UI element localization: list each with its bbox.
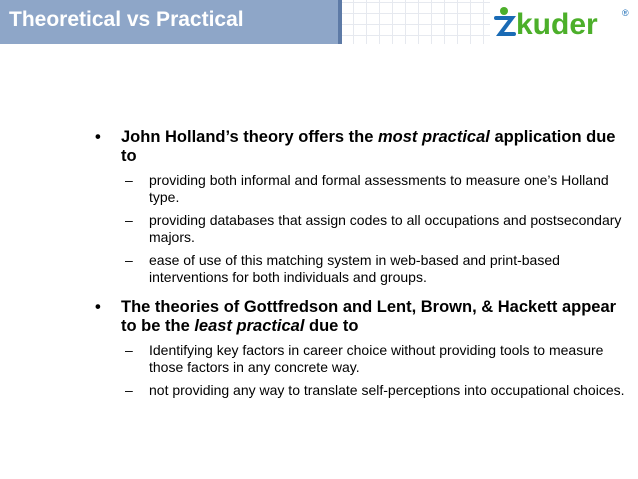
sub-bullet-text: providing databases that assign codes to all occupations and postsecondary majors. xyxy=(149,212,622,245)
header-grid-pattern xyxy=(340,0,490,44)
kuder-logo-text: kuder xyxy=(516,8,598,41)
dash-icon: – xyxy=(125,212,133,228)
bullet-text-emphasis: least practical xyxy=(194,317,305,335)
sub-bullet xyxy=(95,382,625,399)
sub-bullet xyxy=(95,252,625,286)
dash-icon: – xyxy=(125,172,133,188)
dash-icon: – xyxy=(125,342,133,358)
dash-icon: – xyxy=(125,252,133,268)
sub-bullet-text: providing both informal and formal assessments to measure one’s Holland type. xyxy=(149,172,609,205)
kuder-logo xyxy=(490,2,636,46)
bullet-dot-icon: • xyxy=(95,128,101,146)
sub-bullet xyxy=(95,212,625,246)
bullet-gottfredson xyxy=(95,298,625,336)
holland-sub-list xyxy=(95,172,625,286)
sub-bullet-text: not providing any way to translate self-perceptions into occupational choices. xyxy=(149,382,625,398)
kuder-logo-registered: ® xyxy=(622,8,629,18)
bullet-text-pre: The theories of Gottfredson and Lent, Brown, & Hackett appear to be the xyxy=(121,298,617,335)
bullet-text-post: due to xyxy=(304,317,359,335)
slide-title: Theoretical vs Practical xyxy=(9,8,244,31)
bullet-text-post: application due to xyxy=(121,128,616,165)
title-bar xyxy=(0,0,342,44)
sub-bullet xyxy=(95,342,625,376)
kuder-logo-mark-icon xyxy=(496,7,514,34)
sub-bullet xyxy=(95,172,625,206)
bullet-text-pre: John Holland’s theory offers the xyxy=(121,128,378,146)
bullet-text-emphasis: most practical xyxy=(378,128,490,146)
dash-icon: – xyxy=(125,382,133,398)
bullet-dot-icon: • xyxy=(95,298,101,316)
sub-bullet-text: ease of use of this matching system in web-based and print-based interventions for both individuals and groups. xyxy=(149,252,560,285)
bullet-holland xyxy=(95,128,625,166)
sub-bullet-text: Identifying key factors in career choice without providing tools to measure those factors in any concrete way. xyxy=(149,342,604,375)
gottfredson-sub-list xyxy=(95,342,625,399)
slide-content xyxy=(95,128,625,411)
